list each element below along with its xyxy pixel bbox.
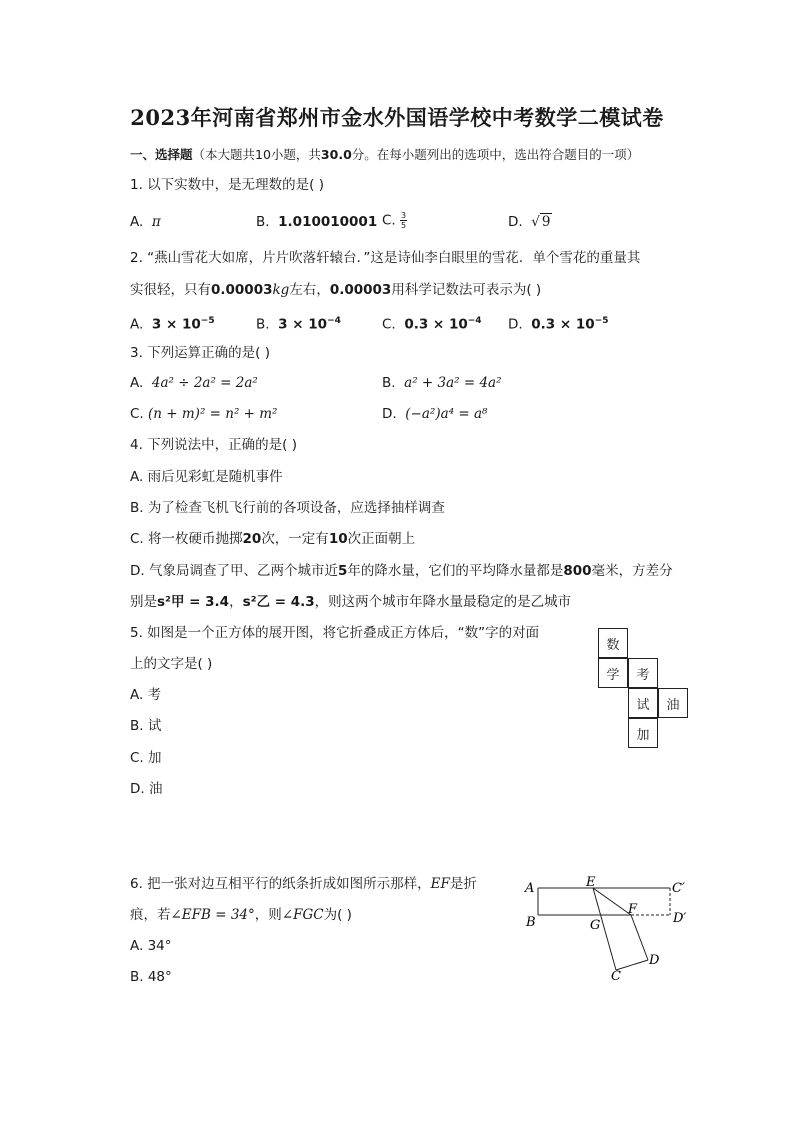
q3-option-c[interactable]: C. (n + m)² = n² + m² <box>130 406 278 422</box>
q2-option-a[interactable]: A. $3 \times 10^{-5}$ <box>130 316 215 333</box>
q2-option-c[interactable]: C. $0.3 \times 10^{-4}$ <box>382 316 482 333</box>
cube-face-xue: 学 <box>598 658 628 688</box>
q2-stem-line2: 实很轻，只有0.00003kg左右，0.00003用科学记数法可表示为( ) <box>130 282 542 298</box>
q5-option-c[interactable]: C. 加 <box>130 750 162 766</box>
q6-stem-line2: 痕，若∠EFB = 34°，则∠FGC为( ) <box>130 907 352 923</box>
q6-option-a[interactable]: A. 34° <box>130 938 172 954</box>
cube-face-shi: 试 <box>628 688 658 718</box>
q4-option-b[interactable]: B. 为了检查飞机飞行前的各项设备，应选择抽样调查 <box>130 500 445 516</box>
q2-option-d[interactable]: D. $0.3 \times 10^{-5}$ <box>508 316 609 333</box>
q1-option-b[interactable]: B. 1.010010001 <box>256 214 378 230</box>
q2-stem-line1: 2. “燕山雪花大如席，片片吹落轩辕台．”这是诗仙李白眼里的雪花．单个雪花的重量其 <box>130 250 641 266</box>
cube-face-jia: 加 <box>628 718 658 748</box>
q4-option-d-line1[interactable]: D. 气象局调查了甲、乙两个城市近5年的降水量，它们的平均降水量都是800毫米，方差分 <box>130 563 673 579</box>
fraction: $\frac{3}{5}$ <box>401 211 407 230</box>
sqrt-icon: √ 9 <box>531 214 551 230</box>
q4-option-a[interactable]: A. 雨后见彩虹是随机事件 <box>130 469 283 485</box>
section-label: 一、选择题 <box>130 147 193 162</box>
q1-option-d[interactable]: D. √ 9 <box>508 214 551 230</box>
q6-stem-line1: 6. 把一张对边互相平行的纸条折成如图所示那样，EF是折 <box>130 876 477 892</box>
q1-stem: 1. 以下实数中，是无理数的是( ) <box>130 177 324 193</box>
q2-option-b[interactable]: B. $3 \times 10^{-4}$ <box>256 316 341 333</box>
label-b: B <box>526 915 536 930</box>
exam-title: 2023年河南省郑州市金水外国语学校中考数学二模试卷 <box>130 105 664 130</box>
label-c-prime: C′ <box>672 881 685 896</box>
cube-face-you: 油 <box>658 688 688 718</box>
q4-option-d-line2: 别是s²甲 = 3.4，s²乙 = 4.3，则这两个城市年降水量最稳定的是乙城市 <box>130 594 572 610</box>
q3-option-a[interactable]: A. 4a² ÷ 2a² = 2a² <box>130 375 258 391</box>
section-score: 30.0 <box>320 147 352 162</box>
label-g: G <box>590 918 601 933</box>
section-detail-a: （本大题共10小题，共 <box>192 147 321 162</box>
q3-stem: 3. 下列运算正确的是( ) <box>130 345 270 361</box>
label-d: D <box>649 953 660 968</box>
section-header <box>130 145 639 163</box>
label-f: F <box>628 902 638 917</box>
q5-option-d[interactable]: D. 油 <box>130 781 163 797</box>
q5-option-b[interactable]: B. 试 <box>130 718 162 734</box>
q5-stem-line1: 5. 如图是一个正方体的展开图，将它折叠成正方体后，“数”字的对面 <box>130 625 540 641</box>
label-a: A <box>525 881 535 896</box>
section-detail-b: 分。在每小题列出的选项中，选出符合题目的一项） <box>351 147 640 162</box>
label-d-prime: D′ <box>673 911 687 926</box>
q4-option-c[interactable]: C. 将一枚硬币抛掷20次，一定有10次正面朝上 <box>130 531 416 547</box>
q6-option-b[interactable]: B. 48° <box>130 969 172 985</box>
q1-option-a[interactable]: A. π <box>130 214 161 230</box>
label-e: E <box>586 875 596 890</box>
q3-option-b[interactable]: B. a² + 3a² = 4a² <box>382 375 502 391</box>
folded-strip-figure <box>518 872 698 987</box>
q5-stem-line2: 上的文字是( ) <box>130 656 213 672</box>
q3-option-d[interactable]: D. (−a²)a⁴ = a⁸ <box>382 406 488 422</box>
label-c: C <box>611 969 621 984</box>
q1-option-c[interactable]: C. $\frac{3}{5}$ <box>382 211 407 230</box>
q4-stem: 4. 下列说法中，正确的是( ) <box>130 437 297 453</box>
cube-face-shu: 数 <box>598 628 628 658</box>
cube-face-kao: 考 <box>628 658 658 688</box>
q5-option-a[interactable]: A. 考 <box>130 687 162 703</box>
